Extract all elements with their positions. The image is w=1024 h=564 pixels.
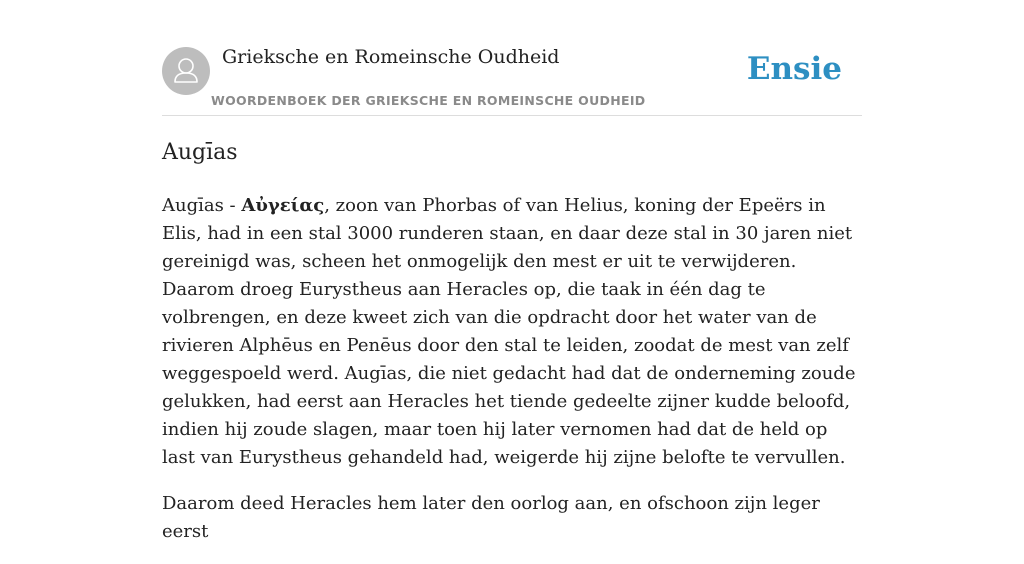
- definition-text: , zoon van Phorbas of van Helius, koning der Epeërs in Elis, had in een stal 3000 runderen staan, en daar deze stal in 30 jaren niet gereinigd was, scheen het onmogelijk den mest er uit te verwijderen. Daarom droeg Eurystheus aan Heracles op, die taak in één dag te volbrengen, en deze kweet zich van die opdracht door het water van de rivieren Alphēus en Penēus door den stal te leiden, zoodat de mest van zelf weggespoeld werd. Augīas, die niet gedacht had dat de onderneming zoude gelukken, had eerst aan Heracles het tiende gedeelte zijner kudde beloofd, indien hij zoude slagen, maar toen hij later vernomen had dat de held op last van Eurystheus gehandeld had, weigerde hij zijne belofte te vervullen.: [162, 195, 856, 468]
- user-icon: [162, 47, 210, 95]
- header-divider: [162, 115, 862, 116]
- definition-paragraph: Daarom deed Heracles hem later den oorlog aan, en ofschoon zijn leger eerst: [162, 493, 820, 542]
- greek-term: Αὐγείας: [241, 195, 325, 216]
- source-title[interactable]: Grieksche en Romeinsche Oudheid: [222, 46, 560, 68]
- entry-definition: [162, 192, 862, 564]
- source-avatar[interactable]: [162, 47, 210, 95]
- definition-paragraph: [162, 192, 862, 472]
- source-subtitle[interactable]: WOORDENBOEK DER GRIEKSCHE EN ROMEINSCHE OUDHEID: [211, 93, 646, 108]
- entry-headword: Augīas: [162, 140, 238, 165]
- definition-lead: Augīas -: [162, 195, 242, 216]
- ensie-logo[interactable]: Ensie: [746, 51, 842, 87]
